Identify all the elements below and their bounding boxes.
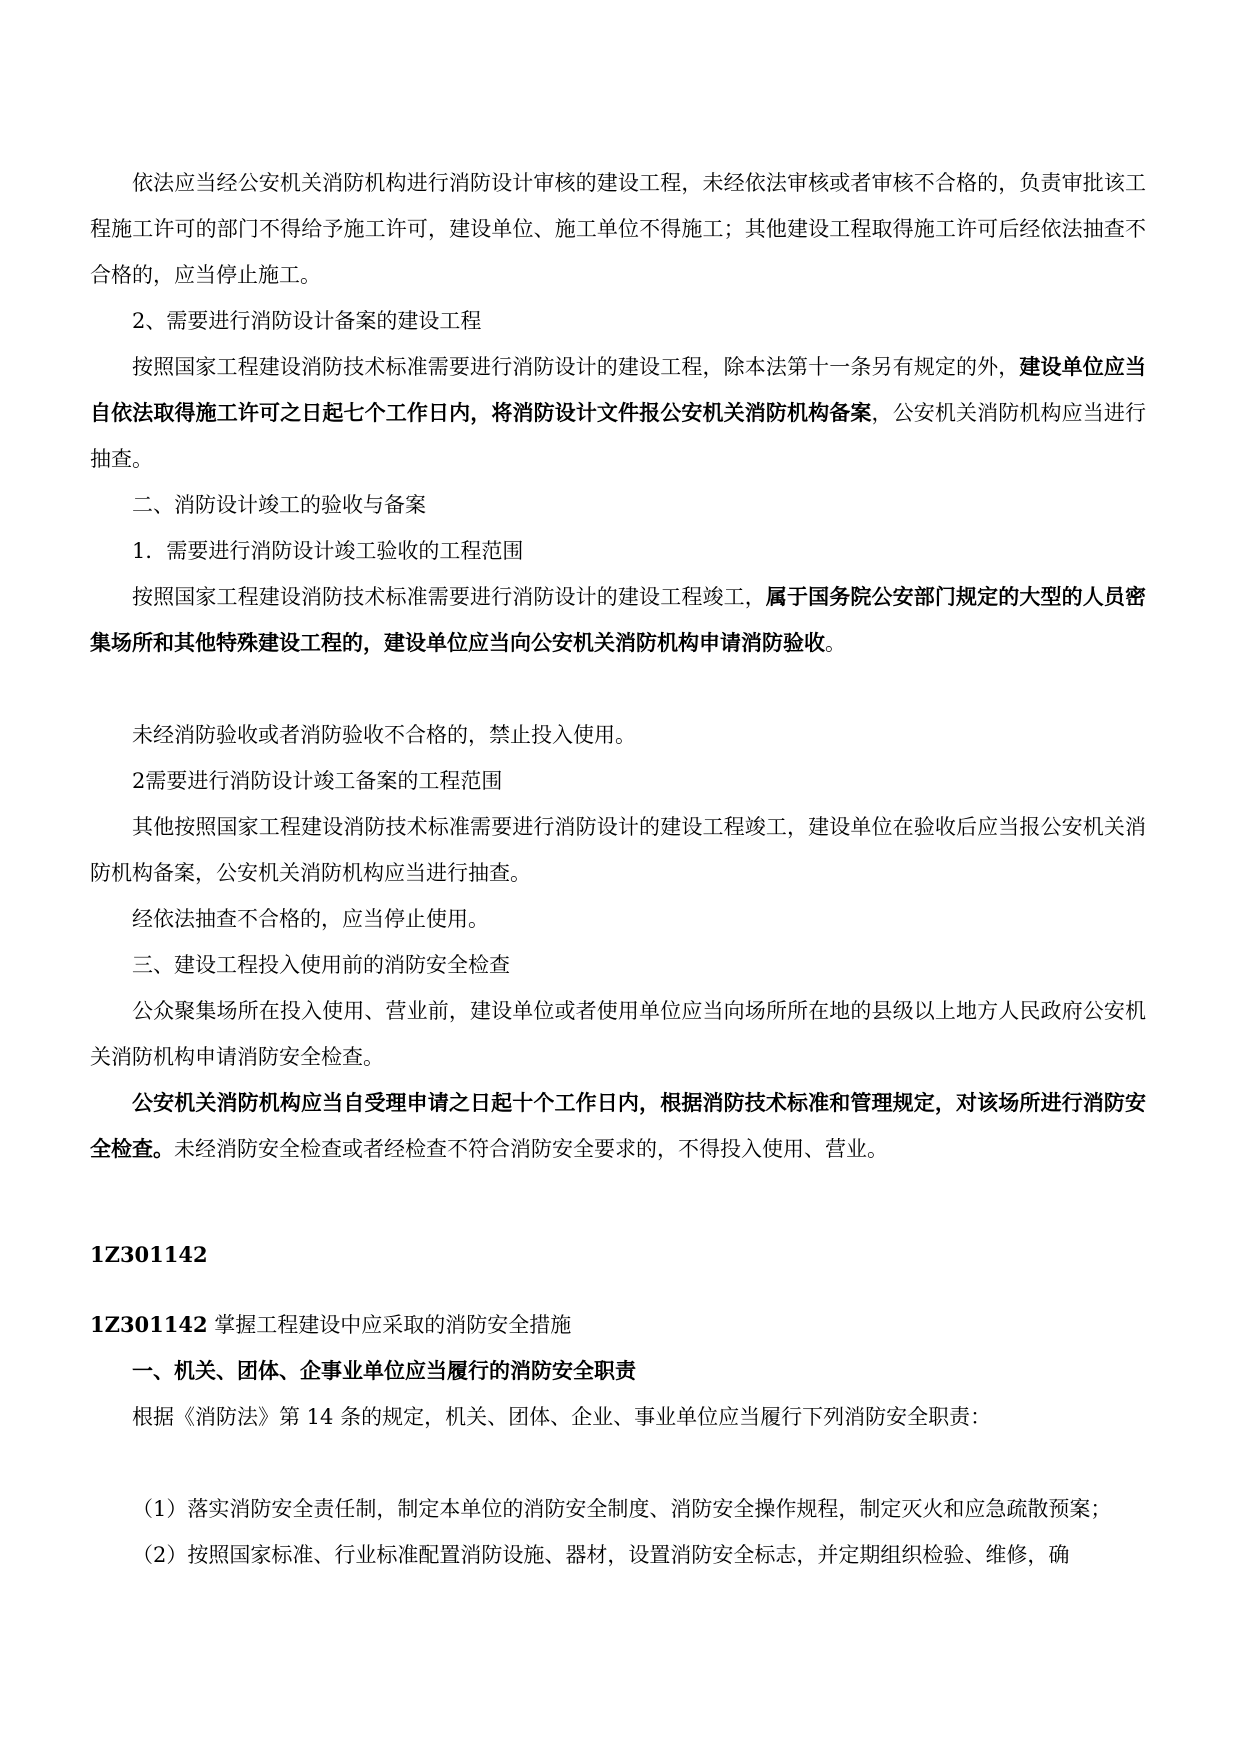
heading-completion-filing: 2需要进行消防设计竣工备案的工程范围 [132,769,503,793]
paragraph-stop-use: 经依法抽查不合格的，应当停止使用。 [132,907,489,931]
spacer [90,1278,1146,1302]
heading-duties: 一、机关、团体、企事业单位应当履行的消防安全职责 [132,1358,636,1383]
document-body [90,160,1146,1578]
paragraph-inspection [90,1080,1146,1172]
paragraph-design-filing [90,344,1146,482]
section-code: 1Z301142 [90,1242,208,1267]
paragraph-public-venues: 公众聚集场所在投入使用、营业前，建设单位或者使用单位应当向场所所在地的县级以上地方人民政府公安机关消防机构申请消防安全检查。 [90,999,1146,1069]
heading-design-filing: 2、需要进行消防设计备案的建设工程 [132,309,482,333]
text-bold: 属于国务院公安部门规定的大型的人员密集场所和其他特殊建设工程的，建设单位应当向公安机关消防机构申请消防验收 [90,584,1146,655]
section-title-text: 掌握工程建设中应采取的消防安全措施 [207,1313,572,1337]
spacer [90,1172,1146,1232]
text-bold: 建设单位应当自依法取得施工许可之日起七个工作日内，将消防设计文件报公安机关消防机构备案 [90,354,1146,425]
text-bold: 公安机关消防机构应当自受理申请之日起十个工作日内，根据消防技术标准和管理规定，对该场所进行消防安全检查。 [90,1090,1146,1161]
text-normal: 未经消防安全检查或者经检查不符合消防安全要求的，不得投入使用、营业。 [174,1137,888,1161]
list-item-duty-1: （1）落实消防安全责任制，制定本单位的消防安全制度、消防安全操作规程，制定灭火和应急疏散预案； [132,1497,1112,1521]
heading-section-two: 二、消防设计竣工的验收与备案 [132,493,426,517]
paragraph-no-use: 未经消防验收或者消防验收不合格的，禁止投入使用。 [132,723,636,747]
section-code-inline: 1Z301142 [90,1312,208,1337]
text-normal: 按照国家工程建设消防技术标准需要进行消防设计的建设工程，除本法第十一条另有规定的外， [132,355,1020,379]
section-title [90,1302,1146,1348]
paragraph-duties-intro: 根据《消防法》第 14 条的规定，机关、团体、企业、事业单位应当履行下列消防安全职责： [132,1405,992,1429]
text-normal: 按照国家工程建设消防技术标准需要进行消防设计的建设工程竣工， [132,585,766,609]
paragraph-acceptance [90,574,1146,666]
paragraph-completion-filing: 其他按照国家工程建设消防技术标准需要进行消防设计的建设工程竣工，建设单位在验收后应当报公安机关消防机构备案，公安机关消防机构应当进行抽查。 [90,815,1146,885]
text-normal: 。 [825,631,846,655]
spacer [90,1440,1146,1486]
list-item-duty-2: （2）按照国家标准、行业标准配置消防设施、器材，设置消防安全标志，并定期组织检验、维修，确 [132,1543,1070,1567]
paragraph-review-requirement: 依法应当经公安机关消防机构进行消防设计审核的建设工程，未经依法审核或者审核不合格的，负责审批该工程施工许可的部门不得给予施工许可，建设单位、施工单位不得施工；其他建设工程取得施工许可后经依法抽查不合格的，应当停止施工。 [90,171,1146,287]
heading-acceptance-scope: 1．需要进行消防设计竣工验收的工程范围 [132,539,524,563]
text-normal: ，公安机关消防机构应当进行抽查。 [90,401,1146,471]
heading-section-three: 三、建设工程投入使用前的消防安全检查 [132,953,510,977]
spacer [90,666,1146,712]
